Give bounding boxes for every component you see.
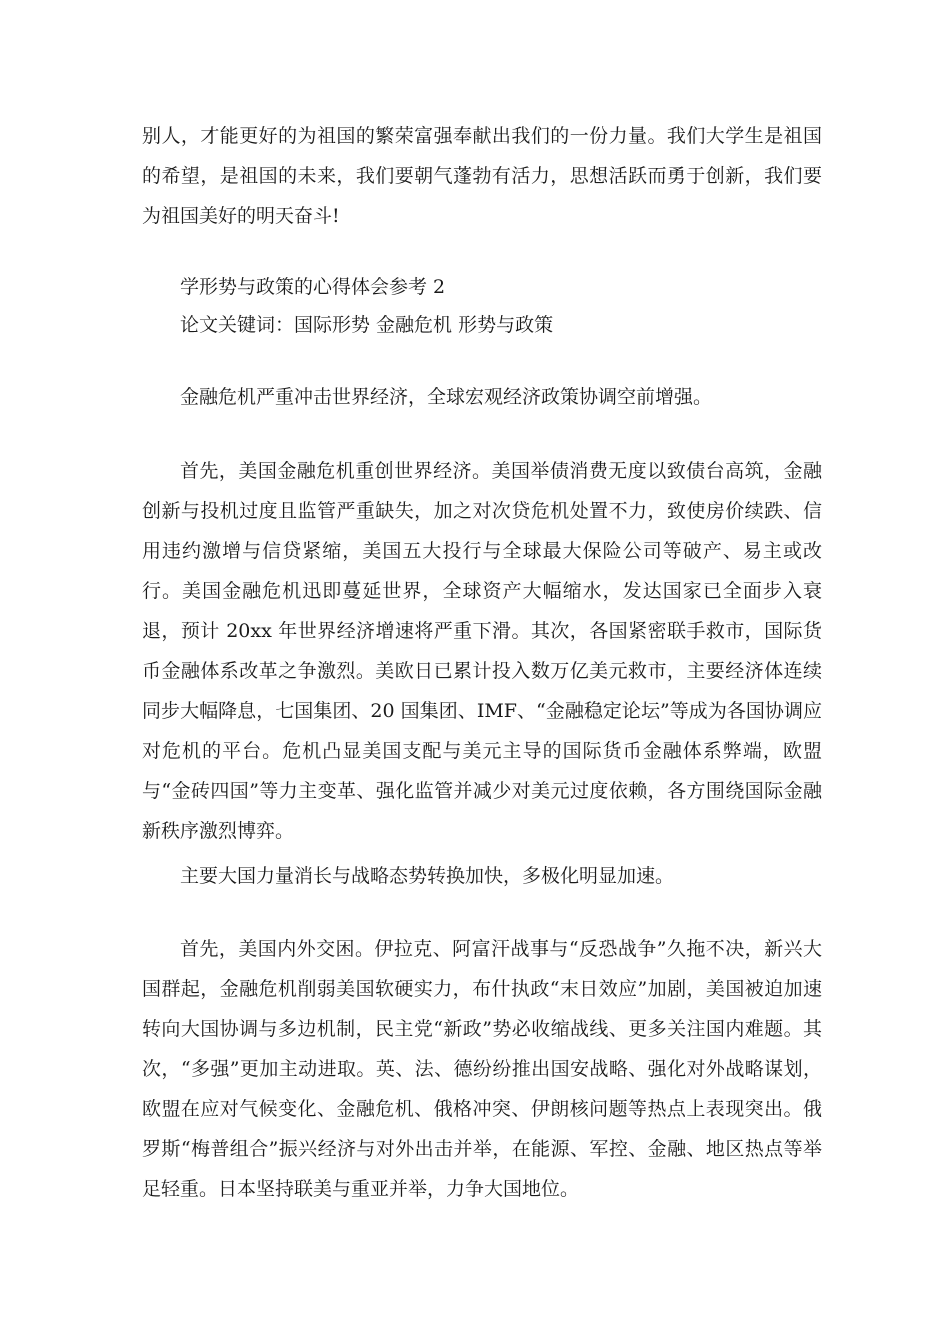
section-title: 学形势与政策的心得体会参考 2 — [180, 276, 446, 298]
continuation-paragraph: 别人，才能更好的为祖国的繁荣富强奉献出我们的一份力量。我们大学生是祖国的希望，是祖国的未来，我们要朝气蓬勃有活力，思想活跃而勇于创新，我们要为祖国美好的明天奋斗! — [142, 125, 822, 227]
point-heading-2: 主要大国力量消长与战略态势转换加快，多极化明显加速。 — [180, 865, 675, 887]
body-paragraph-1: 首先，美国金融危机重创世界经济。美国举债消费无度以致债台高筑，金融创新与投机过度且监管严重缺失，加之对次贷危机处置不力，致使房价续跌、信用违约激增与信贷紧缩，美国五大投行与全球最大保险公司等破产、易主或改行。美国金融危机迅即蔓延世界，全球资产大幅缩水，发达国家已全面步入衰退，预计 20xx 年世界经济增速将严重下滑。其次，各国紧密联手救市，国际货币金融体系改革之争激烈。美欧日已累计投入数万亿美元救市，主要经济体连续同步大幅降息，七国集团、20 国集团、IMF、“金融稳定论坛”等成为各国协调应对危机的平台。危机凸显美国支配与美元主导的国际货币金融体系弊端，欧盟与“金砖四国”等力主变革、强化监管并减少对美元过度依赖，各方围绕国际金融新秩序激烈博弈。 — [142, 460, 822, 842]
keywords-line: 论文关键词：国际形势 金融危机 形势与政策 — [180, 314, 554, 336]
body-paragraph-2: 首先，美国内外交困。伊拉克、阿富汗战事与“反恐战争”久拖不决，新兴大国群起，金融危机削弱美国软硬实力，布什执政“末日效应”加剧，美国被迫加速转向大国协调与多边机制，民主党“新政”势必收缩战线、更多关注国内难题。其次，“多强”更加主动进取。英、法、德纷纷推出国安战略、强化对外战略谋划，欧盟在应对气候变化、金融危机、俄格冲突、伊朗核问题等热点上表现突出。俄罗斯“梅普组合”振兴经济与对外出击并举，在能源、军控、金融、地区热点等举足轻重。日本坚持联美与重亚并举，力争大国地位。 — [142, 938, 822, 1200]
point-heading-1: 金融危机严重冲击世界经济，全球宏观经济政策协调空前增强。 — [180, 386, 713, 408]
